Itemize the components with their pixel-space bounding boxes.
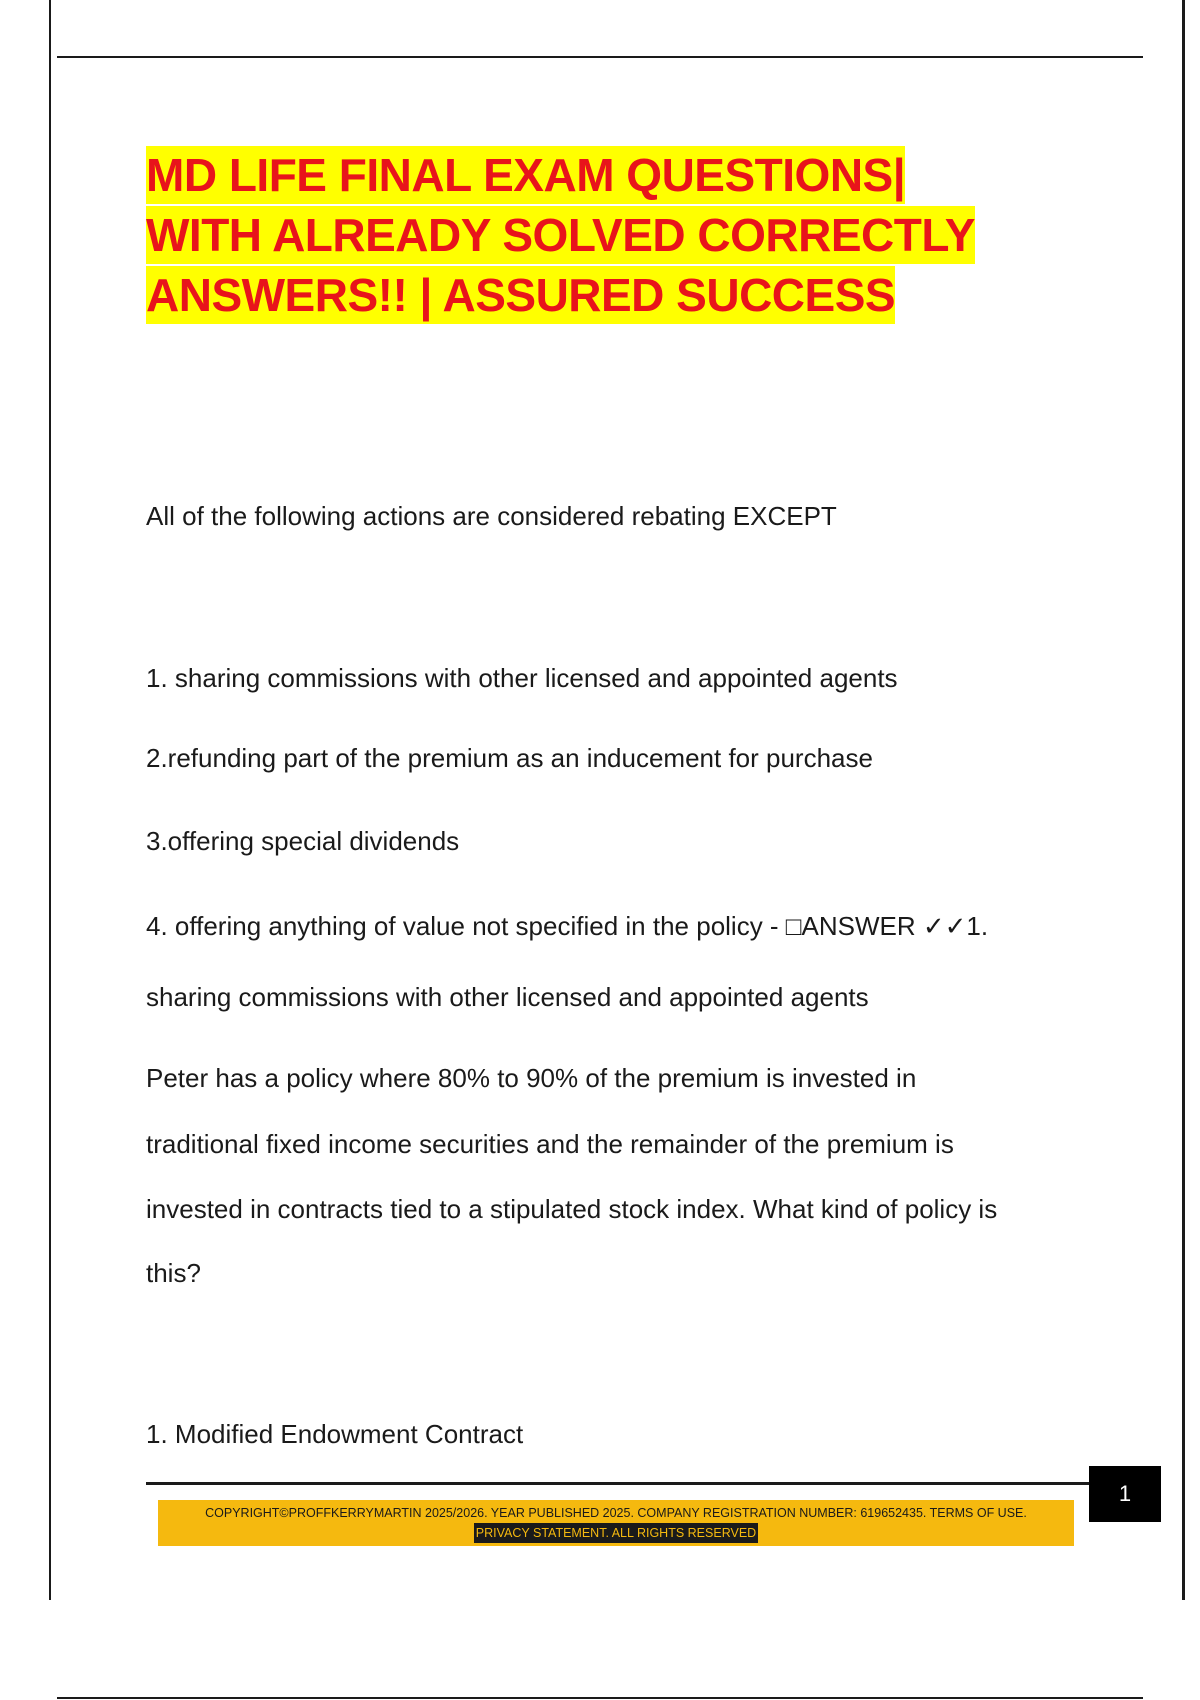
question-1-answer-text: sharing commissions with other licensed and appointed agents [146, 982, 869, 1012]
question-2-option-1: 1. Modified Endowment Contract [146, 1419, 524, 1449]
question-2-prompt-line-4: this? [146, 1258, 201, 1288]
page-number: 1 [1089, 1466, 1161, 1522]
title-line-3: ANSWERS!! | ASSURED SUCCESS [146, 266, 895, 324]
document-title [146, 146, 1106, 326]
question-1-option-2: 2.refunding part of the premium as an inducement for purchase [146, 743, 873, 773]
title-line-2: WITH ALREADY SOLVED CORRECTLY [146, 206, 975, 264]
copyright-line-2: PRIVACY STATEMENT. ALL RIGHTS RESERVED [474, 1523, 758, 1543]
question-1-option-3: 3.offering special dividends [146, 826, 460, 856]
title-line-1: MD LIFE FINAL EXAM QUESTIONS| [146, 146, 905, 204]
question-2-prompt-line-3: invested in contracts tied to a stipulated stock index. What kind of policy is [146, 1194, 998, 1224]
question-1-option-4-answer: 4. offering anything of value not specified in the policy - □ANSWER ✓✓1. [146, 911, 989, 941]
question-2-prompt-line-2: traditional fixed income securities and the remainder of the premium is [146, 1129, 954, 1159]
copyright-notice [158, 1503, 1074, 1543]
page-border-left [49, 0, 51, 1600]
footer-rule [146, 1482, 1090, 1485]
header-rule [57, 56, 1143, 58]
copyright-line-1: COPYRIGHT©PROFFKERRYMARTIN 2025/2026. YEAR PUBLISHED 2025. COMPANY REGISTRATION NUMBER: 619652435. TERMS OF USE. [205, 1506, 1027, 1520]
question-1-prompt: All of the following actions are considered rebating EXCEPT [146, 501, 837, 531]
page-border-right [1182, 0, 1185, 1600]
next-page-rule [57, 1697, 1143, 1699]
question-2-prompt-line-1: Peter has a policy where 80% to 90% of the premium is invested in [146, 1063, 917, 1093]
question-1-option-1: 1. sharing commissions with other licensed and appointed agents [146, 663, 898, 693]
